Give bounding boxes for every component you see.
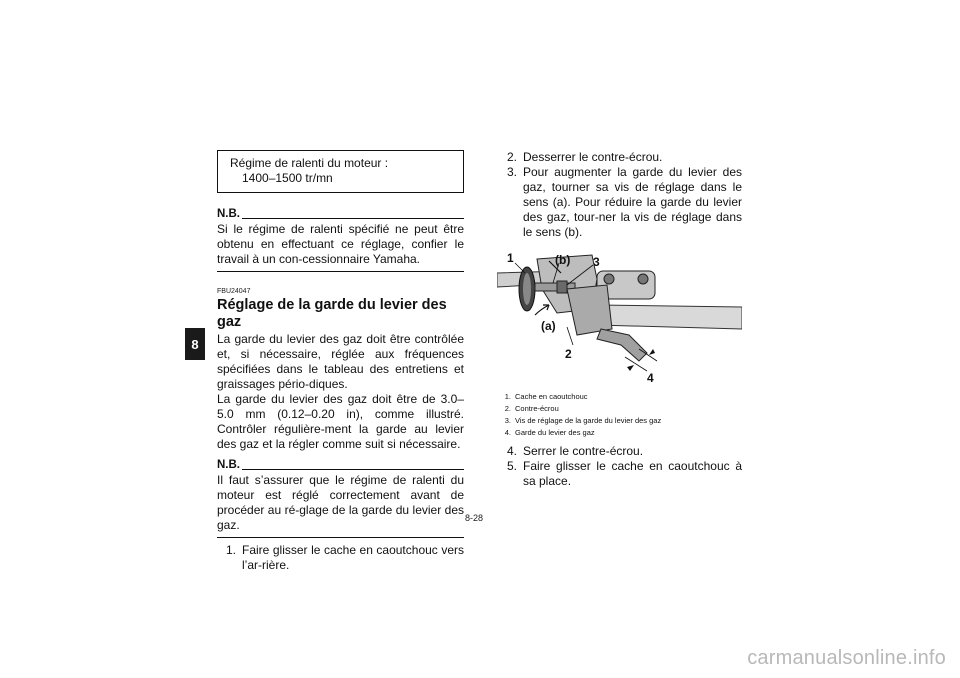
step-text: Desserrer le contre-écrou.	[523, 150, 663, 164]
legend-item	[497, 427, 742, 439]
section-paragraph-2: La garde du levier des gaz doit être de 3.0–5.0 mm (0.12–0.20 in), comme illustré. Contrôler régulière-ment la garde au levier des gaz et la régler comme suit si nécessaire.	[217, 392, 464, 451]
note-header	[217, 207, 464, 222]
step-item	[497, 150, 742, 165]
note-end-rule	[217, 271, 464, 272]
legend-item	[497, 403, 742, 415]
watermark: carmanualsonline.info	[747, 647, 946, 669]
section-paragraph-1: La garde du levier des gaz doit être contrôlée et, si nécessaire, réglée aux fréquences spécifiées dans le tableau des entretiens et graissages pério-diques.	[217, 332, 464, 391]
step-item	[497, 444, 742, 459]
throttle-lever-drawing	[497, 249, 742, 385]
callout-2: 2	[565, 347, 572, 361]
chapter-number: 8	[191, 336, 199, 352]
callout-4: 4	[647, 371, 654, 385]
note-text: Si le régime de ralenti spécifié ne peut être obtenu en effectuant ce réglage, confier le travail à un con-cessionnaire Yamaha.	[217, 222, 464, 266]
step-text: Pour augmenter la garde du levier des gaz, tourner sa vis de réglage dans le sens (a). Pour réduire la garde du levier des gaz, tour-ner la vis de réglage dans le sens (b).	[523, 165, 742, 239]
note-rule	[242, 218, 464, 219]
step-number: 4.	[506, 444, 517, 458]
note-header	[217, 458, 464, 473]
legend-number: 2.	[504, 404, 511, 413]
throttle-lever-illustration	[497, 249, 742, 385]
step-number: 5.	[506, 459, 517, 473]
legend-item	[497, 391, 742, 403]
step-text: Faire glisser le cache en caoutchouc à sa place.	[523, 459, 742, 488]
callout-1: 1	[507, 251, 514, 265]
step-number: 3.	[506, 165, 517, 179]
step-item	[497, 459, 742, 489]
note-text: Il faut s’assurer que le régime de ralenti du moteur est réglé correctement avant de procéder au ré-glage de la garde du levier des gaz.	[217, 473, 464, 532]
note-label: N.B.	[217, 208, 240, 220]
step-number: 2.	[506, 150, 517, 164]
legend-item	[497, 415, 742, 427]
note-label: N.B.	[217, 459, 240, 471]
step-item	[217, 543, 464, 573]
legend-text: Vis de réglage de la garde du levier des gaz	[515, 416, 662, 425]
step-text: Serrer le contre-écrou.	[523, 444, 644, 458]
section-title: Réglage de la garde du levier des gaz	[217, 297, 447, 330]
legend-number: 1.	[504, 392, 511, 401]
note-end-rule	[217, 537, 464, 538]
page-number: 8-28	[465, 513, 484, 523]
note-rule	[242, 469, 464, 470]
legend-number: 3.	[504, 416, 511, 425]
spec-label: Régime de ralenti du moteur :	[230, 156, 389, 170]
legend-text: Contre-écrou	[515, 404, 559, 413]
spec-value: 1400–1500 tr/mn	[242, 171, 333, 185]
right-column	[497, 150, 742, 489]
legend-text: Cache en caoutchouc	[515, 392, 588, 401]
step-text: Faire glisser le cache en caoutchouc vers l’ar-rière.	[242, 543, 464, 572]
spec-box	[217, 150, 464, 193]
callout-b: (b)	[555, 253, 571, 267]
section-code: FBU24047	[217, 288, 251, 295]
figure-legend	[497, 391, 742, 439]
legend-text: Garde du levier des gaz	[515, 428, 595, 437]
chapter-tab	[185, 328, 205, 360]
steps-continued	[497, 444, 742, 489]
step-item	[497, 165, 742, 240]
legend-number: 4.	[504, 428, 511, 437]
step-number: 1.	[225, 543, 236, 557]
callout-3: 3	[593, 255, 600, 269]
callout-a: (a)	[541, 319, 556, 333]
left-column	[217, 150, 464, 573]
